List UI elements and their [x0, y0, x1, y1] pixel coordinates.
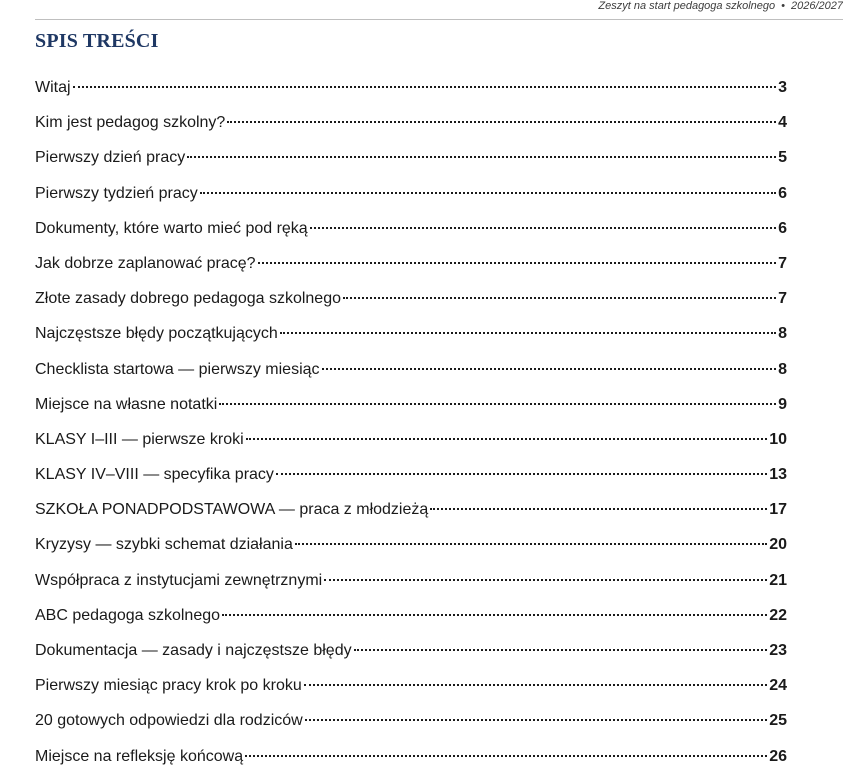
dot-leader — [343, 297, 776, 299]
toc-title: SPIS TREŚCI — [35, 30, 159, 52]
toc-entry[interactable] — [35, 492, 787, 527]
dot-leader — [246, 438, 768, 440]
toc-entry-title: Współpraca z instytucjami zewnętrznymi — [35, 571, 323, 589]
toc-entry-title: Pierwszy miesiąc pracy krok po kroku — [35, 677, 302, 695]
dot-leader — [73, 86, 777, 88]
toc-entry-page-number: 21 — [769, 571, 787, 589]
toc-entry-page-number: 3 — [778, 79, 787, 96]
dot-leader — [219, 403, 776, 405]
toc-entry[interactable] — [35, 140, 787, 175]
header-separator: • — [781, 0, 785, 12]
toc-list — [35, 70, 787, 774]
toc-entry[interactable] — [35, 316, 787, 351]
toc-entry[interactable] — [35, 70, 787, 105]
toc-entry[interactable] — [35, 387, 787, 422]
toc-entry-page-number: 4 — [778, 114, 787, 132]
toc-entry[interactable] — [35, 105, 787, 140]
toc-entry[interactable] — [35, 457, 787, 492]
dot-leader — [430, 508, 767, 510]
toc-entry-page-number: 20 — [769, 536, 787, 554]
dot-leader — [295, 543, 767, 545]
dot-leader — [227, 121, 776, 123]
toc-entry[interactable] — [35, 668, 787, 703]
dot-leader — [187, 156, 776, 158]
dot-leader — [324, 579, 767, 581]
toc-entry-title: Kim jest pedagog szkolny? — [35, 114, 226, 132]
toc-entry-title: Kryzysy — szybki schemat działania — [35, 536, 293, 554]
toc-entry-title: Miejsce na własne notatki — [35, 395, 218, 413]
toc-entry-title: KLASY IV–VIII — specyfika pracy — [35, 466, 274, 484]
dot-leader — [245, 755, 767, 757]
toc-entry[interactable] — [35, 739, 787, 774]
toc-entry[interactable] — [35, 703, 787, 738]
dot-leader — [222, 614, 767, 616]
toc-entry-page-number: 6 — [778, 219, 787, 237]
toc-entry[interactable] — [35, 563, 787, 598]
dot-leader — [310, 227, 776, 229]
toc-entry[interactable] — [35, 633, 787, 668]
toc-entry-title: Pierwszy dzień pracy — [35, 149, 186, 167]
toc-entry-title: Dokumentacja — zasady i najczęstsze błędy — [35, 642, 352, 659]
toc-entry-page-number: 10 — [769, 430, 787, 448]
publication-title: Zeszyt na start pedagoga szkolnego — [598, 0, 776, 12]
toc-entry-title: Dokumenty, które warto mieć pod ręką — [35, 219, 308, 237]
toc-entry-page-number: 8 — [778, 360, 787, 378]
toc-entry-page-number: 25 — [769, 712, 787, 730]
toc-entry-title: Pierwszy tydzień pracy — [35, 184, 198, 202]
dot-leader — [304, 684, 767, 686]
toc-entry-page-number: 9 — [778, 395, 787, 413]
toc-entry-page-number: 7 — [778, 254, 787, 272]
toc-entry-title: Witaj — [35, 79, 71, 96]
dot-leader — [322, 368, 777, 370]
toc-entry[interactable] — [35, 246, 787, 281]
dot-leader — [200, 192, 776, 194]
toc-entry-page-number: 26 — [769, 747, 787, 765]
toc-entry-title: ABC pedagoga szkolnego — [35, 606, 221, 624]
toc-entry-page-number: 5 — [778, 149, 787, 167]
toc-entry-title: 20 gotowych odpowiedzi dla rodziców — [35, 712, 303, 730]
toc-entry-page-number: 7 — [778, 290, 787, 308]
toc-entry-title: Miejsce na refleksję końcową — [35, 747, 244, 765]
toc-entry-page-number: 22 — [769, 606, 787, 624]
toc-entry-page-number: 17 — [769, 501, 787, 519]
toc-entry-page-number: 23 — [769, 642, 787, 659]
toc-entry-title: Najczęstsze błędy początkujących — [35, 325, 278, 343]
toc-entry[interactable] — [35, 352, 787, 387]
dot-leader — [305, 719, 767, 721]
toc-entry[interactable] — [35, 281, 787, 316]
running-header-text — [598, 0, 843, 12]
toc-entry-title: Checklista startowa — pierwszy miesiąc — [35, 360, 320, 378]
toc-entry-title: SZKOŁA PONADPODSTAWOWA — praca z młodzieżą — [35, 501, 429, 519]
dot-leader — [354, 649, 768, 651]
running-header — [35, 0, 843, 20]
dot-leader — [276, 473, 767, 475]
dot-leader — [258, 262, 777, 264]
school-year: 2026/2027 — [791, 0, 843, 12]
dot-leader — [280, 332, 776, 334]
toc-entry[interactable] — [35, 527, 787, 562]
toc-entry[interactable] — [35, 422, 787, 457]
toc-entry-page-number: 6 — [778, 184, 787, 202]
toc-entry-page-number: 24 — [769, 677, 787, 695]
toc-entry[interactable] — [35, 176, 787, 211]
toc-entry-title: Jak dobrze zaplanować pracę? — [35, 254, 256, 272]
toc-entry[interactable] — [35, 598, 787, 633]
toc-entry[interactable] — [35, 211, 787, 246]
toc-entry-page-number: 13 — [769, 466, 787, 484]
toc-entry-title: Złote zasady dobrego pedagoga szkolnego — [35, 290, 341, 308]
toc-entry-page-number: 8 — [778, 325, 787, 343]
toc-entry-title: KLASY I–III — pierwsze kroki — [35, 430, 244, 448]
